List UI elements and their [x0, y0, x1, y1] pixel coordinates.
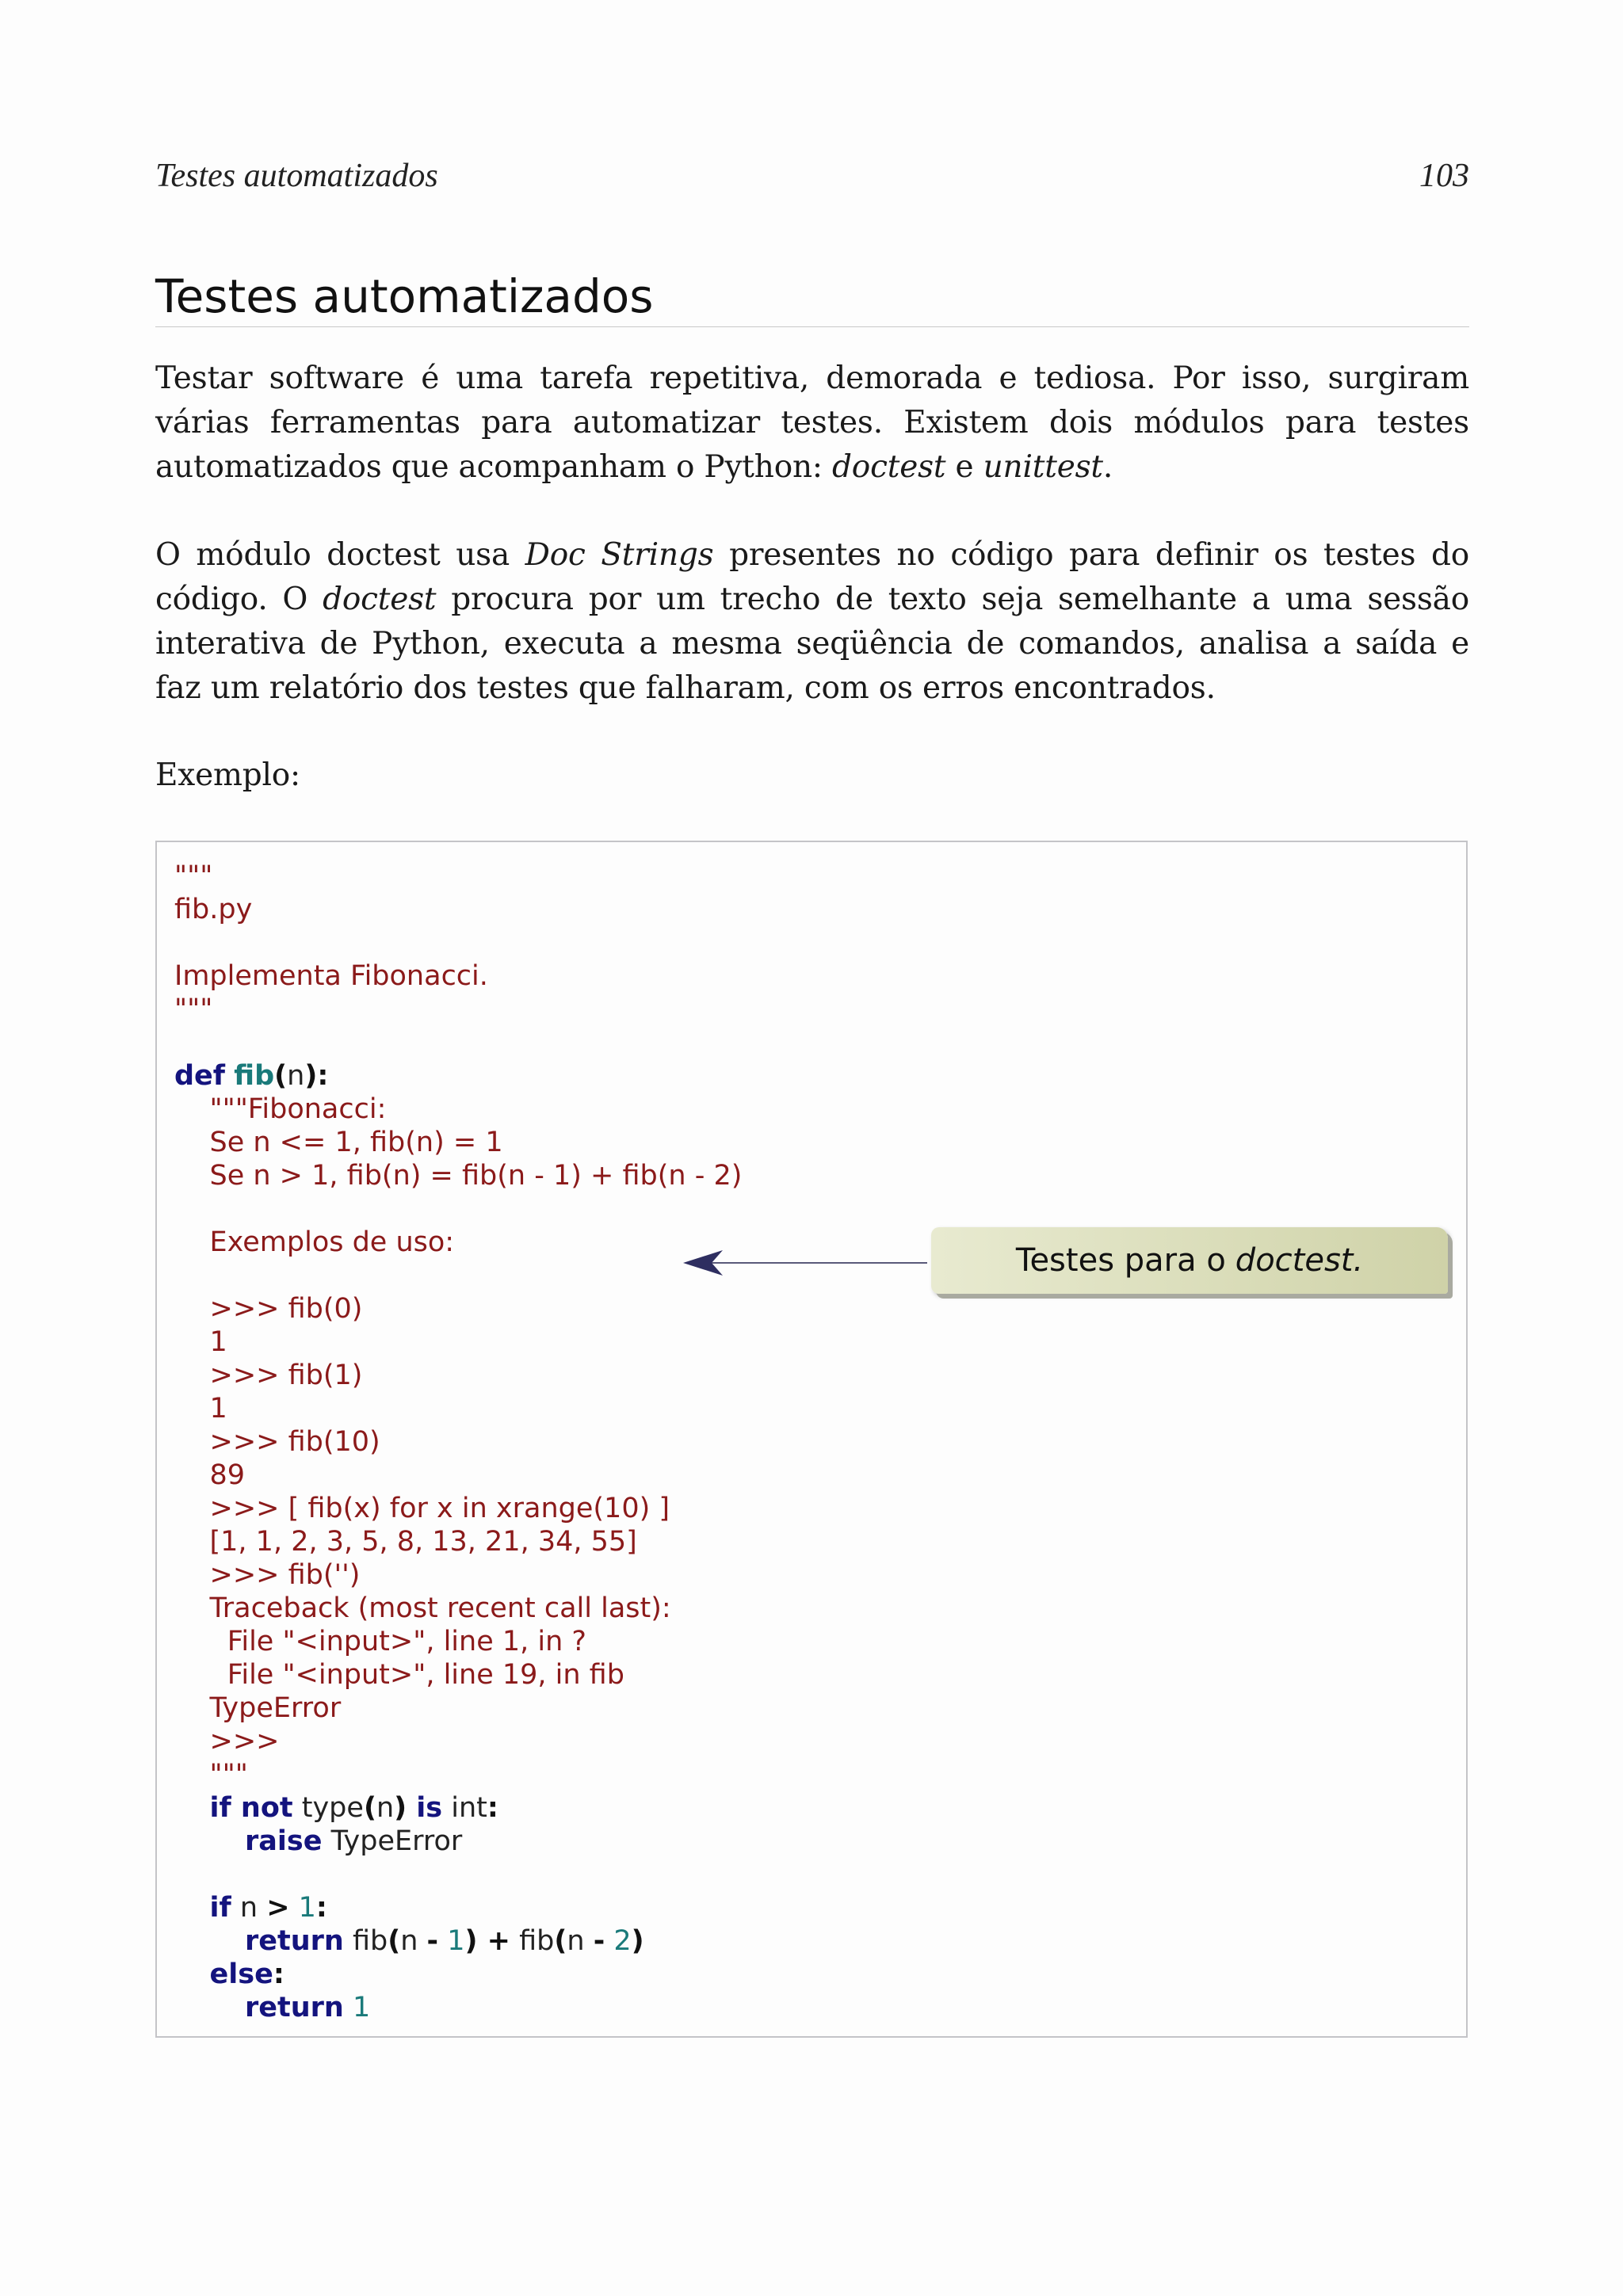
code-line: """: [174, 994, 213, 1025]
code-listing: [155, 841, 1468, 2038]
chapter-title: Testes automatizados: [155, 268, 1469, 327]
code-line: if not type(n) is int:: [209, 1792, 498, 1824]
code-line: [174, 1192, 742, 1226]
callout-arrow-icon: [683, 1245, 929, 1280]
code-line: if n > 1:: [209, 1892, 327, 1924]
code-line: >>> fib(1): [174, 1360, 363, 1391]
code-line: 1: [174, 1326, 227, 1358]
code-line: """: [174, 860, 213, 892]
doctest-callout: [931, 1227, 1448, 1294]
code-line: Traceback (most recent call last):: [174, 1592, 671, 1624]
code-line: [174, 1259, 742, 1292]
code-line: fib.py: [174, 894, 253, 925]
code-line: TypeError: [174, 1692, 342, 1724]
code-block: [174, 860, 742, 2024]
code-line: """: [174, 1759, 248, 1791]
code-line: [1, 1, 2, 3, 5, 8, 13, 21, 34, 55]: [174, 1526, 637, 1558]
paragraph-intro: Testar software é uma tarefa repetitiva, demorada e tediosa. Por isso, surgiram várias ferramentas para automatizar testes. Existem dois módulos para testes automatizados que acompanham o Python: doctest e unittest.: [155, 360, 1469, 485]
code-line: Implementa Fibonacci.: [174, 960, 488, 992]
running-header: [155, 157, 1469, 195]
code-line: Exemplos de uso:: [174, 1226, 455, 1258]
code-line: def fib(n):: [174, 1060, 329, 1092]
running-title: Testes automatizados: [155, 158, 438, 194]
code-line: Se n <= 1, fib(n) = 1: [174, 1127, 503, 1158]
code-line: """Fibonacci:: [174, 1093, 387, 1125]
code-line: 1: [174, 1393, 227, 1425]
code-line: else:: [209, 1958, 285, 1990]
code-line: File "<input>", line 19, in fib: [174, 1659, 624, 1691]
code-line: [174, 926, 742, 959]
code-line: [174, 1858, 742, 1891]
code-line: >>> fib(10): [174, 1426, 380, 1458]
paragraph-doctest: O módulo doctest usa Doc Strings presentes no código para definir os testes do código. O doctest procura por um trecho de texto seja semelhante a uma sessão interativa de Python, executa a mesma seqüência de comandos, analisa a saída e faz um relatório dos testes que falharam, com os erros encontrados.: [155, 537, 1469, 706]
callout-text: Testes para o: [1015, 1242, 1226, 1279]
code-line: raise TypeError: [245, 1825, 463, 1857]
code-line: >>> [ fib(x) for x in xrange(10) ]: [174, 1493, 670, 1524]
code-line: Se n > 1, fib(n) = fib(n - 1) + fib(n - 2): [174, 1160, 743, 1192]
code-line: File "<input>", line 1, in ?: [174, 1626, 586, 1657]
callout-emphasis: doctest.: [1235, 1242, 1364, 1279]
code-line: >>> fib(0): [174, 1293, 363, 1325]
code-line: >>>: [174, 1726, 280, 1757]
code-line: 89: [174, 1459, 246, 1491]
page-number: 103: [1419, 158, 1469, 194]
paragraph-example-label: Exemplo:: [155, 757, 300, 793]
code-line: [174, 1026, 742, 1059]
code-line: >>> fib(''): [174, 1559, 361, 1591]
code-line: return fib(n - 1) + fib(n - 2): [245, 1925, 644, 1957]
code-line: return 1: [245, 1992, 371, 2023]
